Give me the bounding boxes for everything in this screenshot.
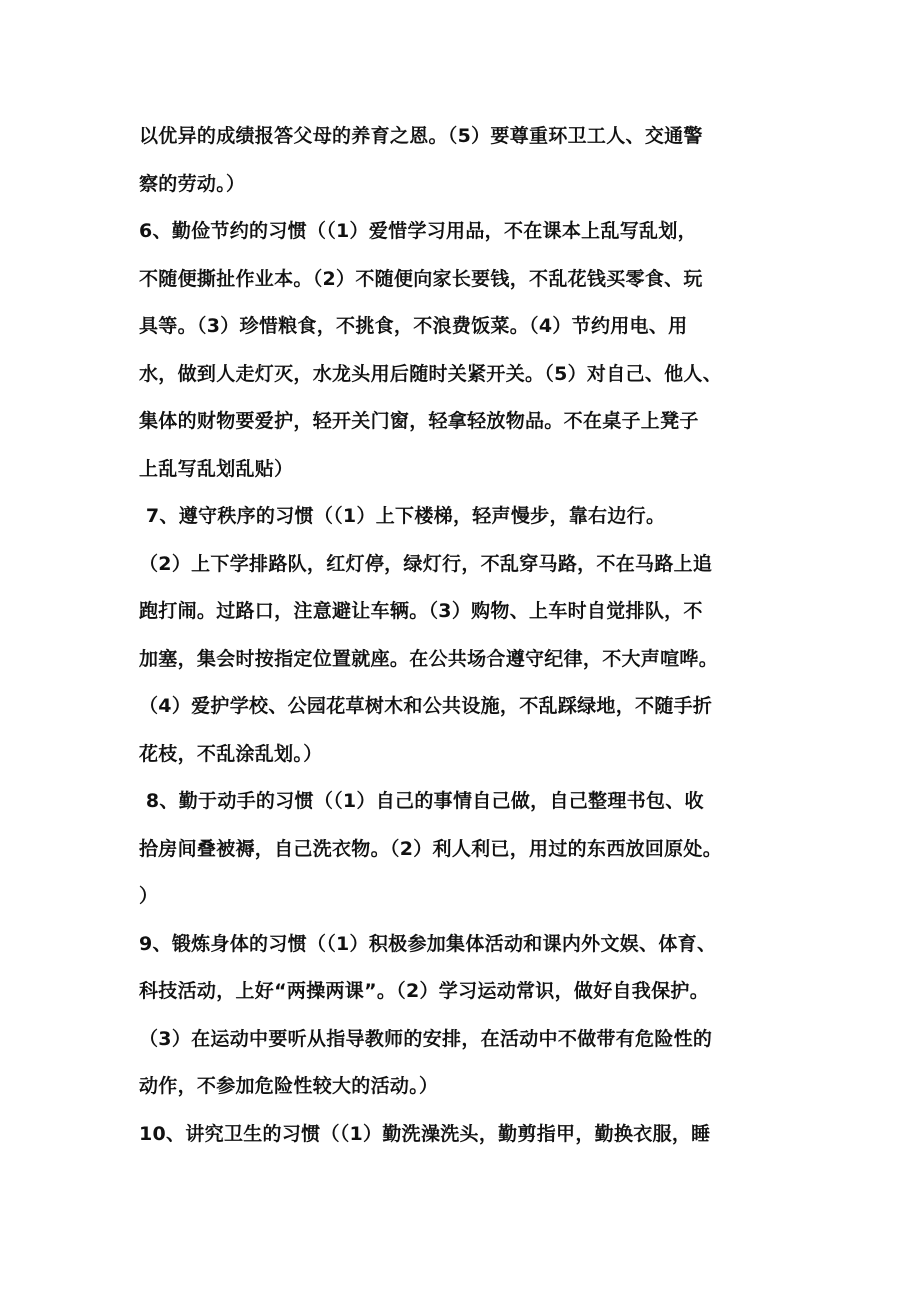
text-line: 具等。（3）珍惜粮食，不挑食，不浪费饭菜。（4）节约用电、用 xyxy=(139,315,688,337)
text-line: 7、遵守秩序的习惯（（1）上下楼梯，轻声慢步，靠右边行。 xyxy=(139,505,666,527)
text-line: 动作，不参加危险性较大的活动。） xyxy=(139,1075,439,1097)
text-line: （3）在运动中要听从指导教师的安排，在活动中不做带有危险性的 xyxy=(139,1027,713,1050)
text-line: 不随便撕扯作业本。（2）不随便向家长要钱，不乱花钱买零食、玩 xyxy=(139,267,703,290)
text-line: 拾房间叠被褥，自己洗衣物。（2）利人利已，用过的东西放回原处。 xyxy=(139,837,723,860)
text-line: ） xyxy=(139,885,159,907)
text-line: 加塞，集会时按指定位置就座。在公共场合遵守纪律，不大声喧哗。 xyxy=(139,647,719,670)
text-line: 花枝，不乱涂乱划。） xyxy=(139,742,323,765)
document-body xyxy=(139,113,819,1158)
text-line: （4）爱护学校、公园花草树木和公共设施，不乱踩绿地，不随手折 xyxy=(139,695,713,717)
text-line: 9、锻炼身体的习惯（（1）积极参加集体活动和课内外文娱、体育、 xyxy=(139,932,717,955)
text-line: （2）上下学排路队，红灯停，绿灯行，不乱穿马路，不在马路上追 xyxy=(139,552,713,575)
text-line: 水，做到人走灯灭，水龙头用后随时关紧开关。（5）对自己、他人、 xyxy=(139,362,723,385)
text-line: 集体的财物要爱护，轻开关门窗，轻拿轻放物品。不在桌子上凳子 xyxy=(139,410,699,432)
text-line: 6、勤俭节约的习惯（（1）爱惜学习用品，不在课本上乱写乱划， xyxy=(139,220,697,242)
text-line: 上乱写乱划乱贴） xyxy=(139,457,294,480)
text-line: 10、讲究卫生的习惯（（1）勤洗澡洗头，勤剪指甲，勤换衣服，睡 xyxy=(139,1122,711,1145)
text-line: 科技活动，上好“两操两课”。（2）学习运动常识，做好自我保护。 xyxy=(139,980,709,1002)
text-line: 察的劳动。） xyxy=(139,172,246,195)
text-line: 8、勤于动手的习惯（（1）自己的事情自己做，自己整理书包、收 xyxy=(139,790,704,812)
text-line: 跑打闹。过路口，注意避让车辆。（3）购物、上车时自觉排队，不 xyxy=(139,600,703,622)
text-line: 以优异的成绩报答父母的养育之恩。（5）要尊重环卫工人、交通警 xyxy=(139,125,703,147)
